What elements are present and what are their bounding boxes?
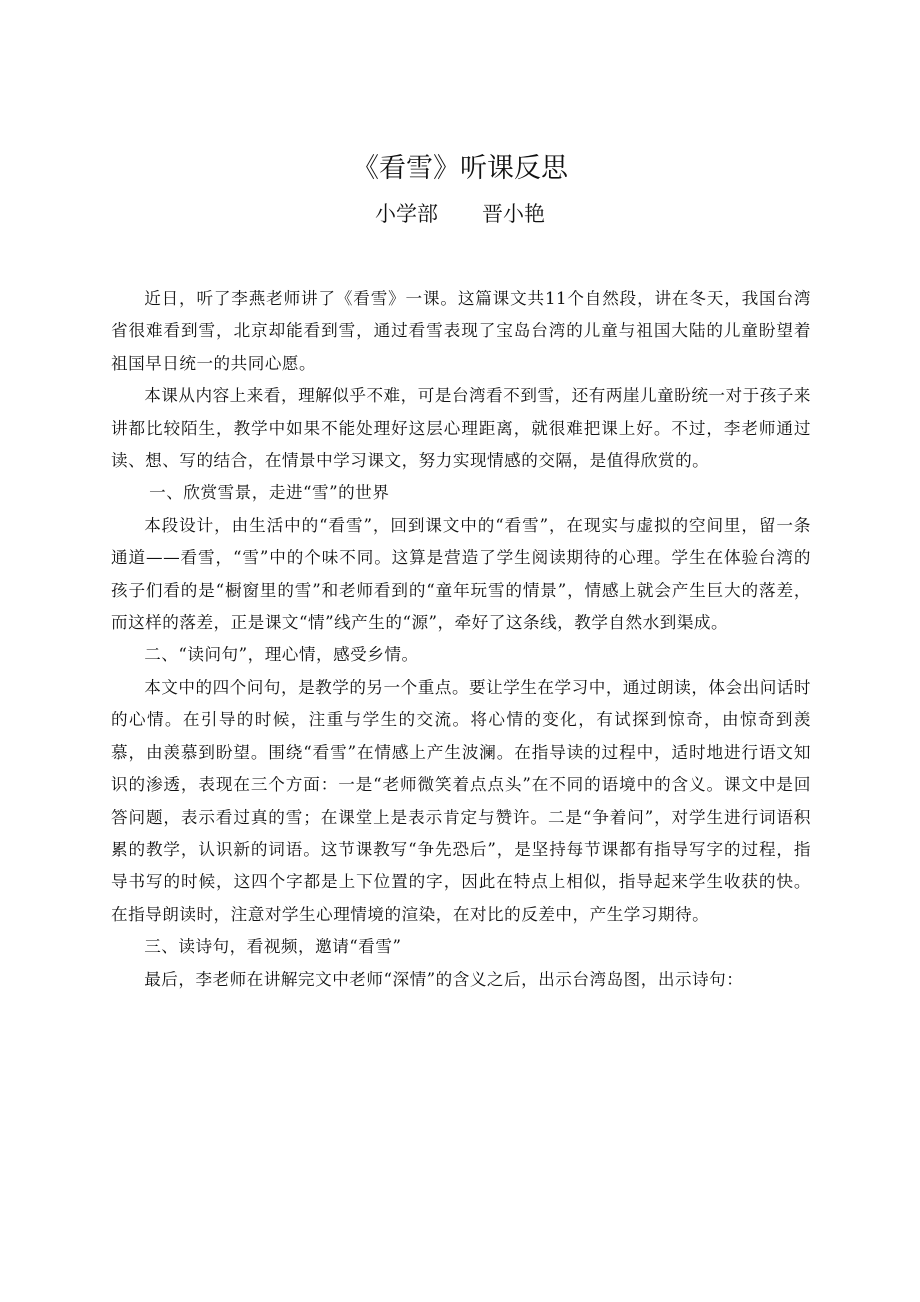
paragraph-overview: 本课从内容上来看，理解似乎不难，可是台湾看不到雪，还有两崖儿童盼统一对于孩子来讲都比较陌生，教学中如果不能处理好这层心理距离，就很难把课上好。不过，李老师通过读、想、写的结合，在情景中学习课文，努力实现情感的交隔，是值得欣赏的。 — [111, 386, 811, 471]
document-body — [111, 283, 811, 996]
paragraph-section-3: 最后，李老师在讲解完文中老师“深情”的含义之后，出示台湾岛图，出示诗句： — [144, 969, 744, 989]
section-heading-3: 三、读诗句，看视频，邀请“看雪” — [144, 937, 402, 957]
document-title: 《看雪》听课反思 — [352, 153, 568, 184]
paragraph-section-1: 本段设计，由生活中的“看雪”，回到课文中的“看雪”，在现实与虚拟的空间里，留一条通道——看雪，“雪”中的个味不同。这算是营造了学生阅读期待的心理。学生在体验台湾的孩子们看的是“橱窗里的雪”和老师看到的“童年玩雪的情景”，情感上就会产生巨大的落差，而这样的落差，正是课文“情”线产生的“源”，牵好了这条线，教学自然水到渠成。 — [111, 515, 811, 633]
byline-author: 晋小艳 — [482, 202, 545, 226]
section-heading-1: 一、欣赏雪景，走进“雪”的世界 — [149, 483, 390, 503]
paragraph-intro: 近日，听了李燕老师讲了《看雪》一课。这篇课文共11个自然段，讲在冬天，我国台湾省很难看到雪，北京却能看到雪，通过看雪表现了宝岛台湾的儿童与祖国大陆的儿童盼望着祖国早日统一的共同心愿。 — [111, 289, 811, 373]
byline-department: 小学部 — [375, 202, 438, 226]
section-heading-2: 二、“读问句”，理心情，感受乡情。 — [144, 645, 419, 665]
paragraph-section-2: 本文中的四个问句，是教学的另一个重点。要让学生在学习中，通过朗读，体会出问话时的心情。在引导的时候，注重与学生的交流。将心情的变化，有试探到惊奇，由惊奇到羡慕，由羡慕到盼望。围绕“看雪”在情感上产生波澜。在指导读的过程中，适时地进行语文知识的渗透，表现在三个方面：一是“老师微笑着点点头”在不同的语境中的含义。课文中是回答问题，表示看过真的雪；在课堂上是表示肯定与赞许。二是“争着问”，对学生进行词语积累的教学，认识新的词语。这节课教写“争先恐后”，是坚持每节课都有指导写字的过程，指导书写的时候，这四个字都是上下位置的字，因此在特点上相似，指导起来学生收获的快。在指导朗读时，注意对学生心理情境的渲染，在对比的反差中，产生学习期待。 — [111, 677, 811, 924]
byline — [0, 198, 920, 230]
